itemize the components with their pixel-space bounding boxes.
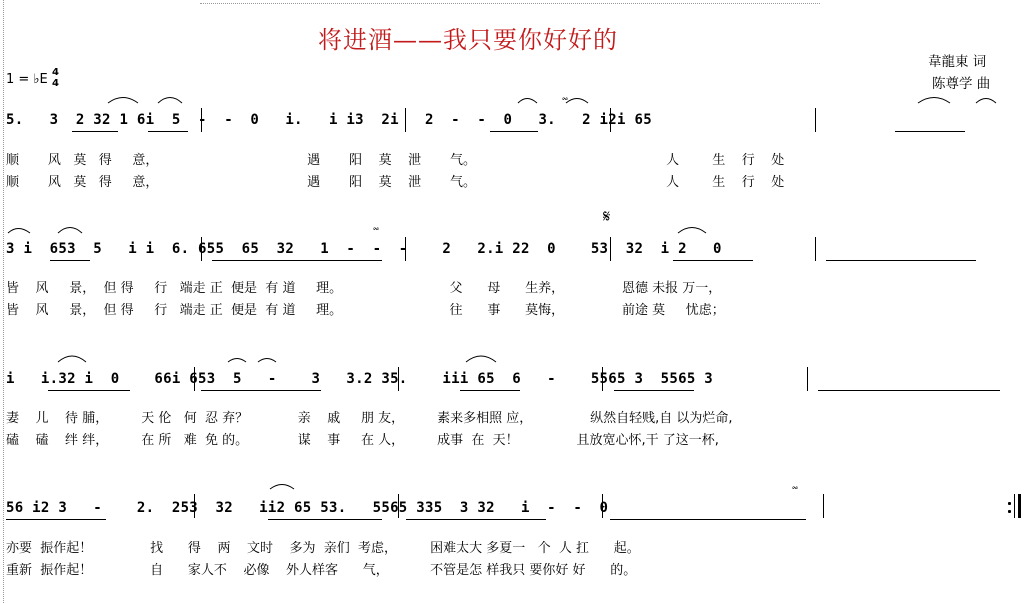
lyricist-credit: 韋龍東 词 (928, 54, 987, 70)
slur (8, 229, 30, 234)
system-2-lyrics-verse-1: 皆 风 景， 但 得 行 端走 正 便是 有 道 理。 父 母 生养， 恩德 未报 万一， (6, 281, 722, 296)
bar-line (610, 108, 611, 132)
bar-line (610, 237, 611, 261)
bar-line (815, 237, 816, 261)
time-signature-top: 4 (52, 67, 59, 78)
bar-line (602, 367, 603, 391)
slur (678, 228, 706, 234)
system-3-lyrics-verse-1: 妻 儿 待 脯， 天 伦 何 忍 弃？ 亲 戚 朋 友， 素来多相照 应， 纵然自轻贱,自 以为烂命, (6, 411, 733, 426)
mordent-icon: 𝆗 (792, 480, 799, 493)
beam-underline (610, 519, 806, 520)
beam-underline (6, 519, 106, 520)
system-2-lyrics-verse-2: 皆 风 景， 但 得 行 端走 正 便是 有 道 理。 往 事 莫悔， 前途 莫 忧虑； (6, 303, 725, 318)
final-bar-thick (1018, 494, 1021, 518)
repeat-dot (1008, 502, 1011, 505)
slur (270, 485, 294, 490)
repeat-dot (1008, 510, 1011, 513)
slur (466, 356, 496, 362)
mordent-icon: 𝆗 (562, 91, 569, 104)
time-signature (52, 67, 59, 89)
mordent-icon: 𝆗 (373, 221, 380, 234)
beam-underline (826, 260, 976, 261)
beam-underline (48, 390, 130, 391)
bar-line (201, 237, 202, 261)
slur (58, 356, 86, 362)
beam-underline (406, 519, 546, 520)
beam-underline (50, 260, 90, 261)
slur (258, 359, 276, 363)
slur (108, 98, 138, 104)
system-4-lyrics-verse-2: 重新 振作起！ 自 家人不 必像 外人样客 气， 不管是怎 样我只 要你好 好 的。 (6, 563, 637, 578)
song-title: 将进酒——我只要你好好的 (318, 26, 618, 54)
system-4-notes: 56 i2 3 - 2. 253 32 ii2 65 53. 5565 335 3 32 i - - 0 (6, 500, 609, 516)
beam-underline (673, 260, 753, 261)
system-1-notes: 5. 3 2 32 1 6i 5 - - 0 i. i i3 2i 2 - - 0 3. 2 i2i 65 (6, 112, 652, 128)
beam-underline (201, 390, 321, 391)
segno-sign: 𝄋 (603, 207, 611, 227)
bar-line (194, 367, 195, 391)
slur (58, 228, 82, 234)
bar-line (405, 108, 406, 132)
bar-line (602, 494, 603, 518)
system-1-lyrics-verse-2: 顺 风 莫 得 意， 遇 阳 莫 泄 气。 人 生 行 处 (6, 175, 785, 190)
beam-underline (212, 260, 382, 261)
slur (976, 99, 996, 104)
bar-line (815, 108, 816, 132)
bar-line (823, 494, 824, 518)
system-3-notes: i i.32 i 0 66i 653 5 - 3 3.2 35. iii 65 6 - 5565 3 5565 3 (6, 371, 714, 387)
slur (518, 99, 537, 104)
beam-underline (148, 131, 188, 132)
final-bar-thin (1014, 494, 1015, 518)
bar-line (405, 237, 406, 261)
slur (228, 359, 246, 363)
system-1-lyrics-verse-1: 顺 风 莫 得 意， 遇 阳 莫 泄 气。 人 生 行 处 (6, 153, 785, 168)
beam-underline (460, 390, 520, 391)
slur (918, 98, 950, 104)
system-2-notes: 3 i 653 5 i i 6. 655 65 32 1 - - - 2 2.i 22 0 53 32 i 2 0 (6, 241, 722, 257)
system-4-lyrics-verse-1: 亦要 振作起！ 找 得 两 文时 多为 亲们 考虑， 困难太大 多夏一 个 人 扛 起。 (6, 541, 640, 556)
composer-credit: 陈尊学 曲 (932, 76, 991, 92)
bar-line (201, 108, 202, 132)
beam-underline (614, 390, 694, 391)
beam-underline (818, 390, 1000, 391)
key-signature: 1 = ♭E (6, 72, 48, 87)
left-dotted-border (3, 0, 4, 603)
beam-underline (72, 131, 118, 132)
beam-underline (490, 131, 538, 132)
beam-underline (895, 131, 965, 132)
slur (158, 98, 182, 104)
bar-line (807, 367, 808, 391)
time-signature-bottom: 4 (52, 78, 59, 89)
bar-line (398, 494, 399, 518)
bar-line (194, 494, 195, 518)
system-3-lyrics-verse-2: 磕 磕 绊 绊， 在 所 难 免 的。 谋 事 在 人， 成事 在 天！ 且放宽心怀,干 了这一杯, (6, 433, 719, 448)
top-dotted-border (200, 3, 820, 4)
bar-line (398, 367, 399, 391)
slur (566, 99, 588, 104)
beam-underline (268, 519, 382, 520)
